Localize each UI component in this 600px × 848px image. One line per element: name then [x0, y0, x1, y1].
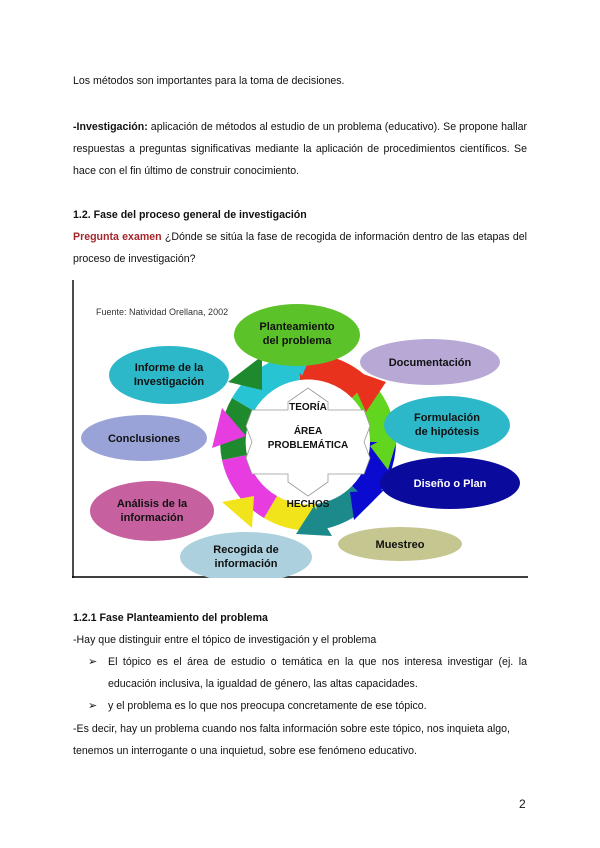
formulacion-line1: Formulación	[413, 412, 481, 424]
stage-documentacion	[360, 339, 500, 385]
muestreo-label: Muestreo	[375, 539, 425, 551]
formulacion-line2: de hipótesis	[414, 426, 480, 438]
research-process-diagram	[72, 280, 528, 578]
recogida-line2: información	[214, 558, 278, 570]
stage-muestreo	[338, 527, 462, 561]
analisis-line2: información	[120, 512, 184, 524]
bullet-arrow-icon: ➢	[88, 700, 98, 712]
bullet-arrow-icon: ➢	[88, 656, 98, 668]
stage-formulacion	[384, 396, 510, 454]
section-heading-1-2-1: 1.2.1 Fase Planteamiento del problema	[73, 612, 268, 624]
planteamiento-line2: del problema	[262, 335, 332, 347]
center-label-line1: ÁREA	[293, 426, 323, 437]
investigacion-text: aplicación de métodos al estudio de un problema (educativo). Se propone hallar respuestas a preguntas significativas mediante la aplicación de procedimientos científicos. Se hace con el fin último de construir conocimiento.	[73, 121, 527, 177]
stage-recogida	[180, 532, 312, 578]
analisis-line1: Análisis de la	[116, 498, 188, 510]
investigacion-paragraph	[73, 116, 527, 182]
hechos-label: HECHOS	[286, 499, 330, 510]
exam-question	[73, 226, 527, 270]
documentacion-label: Documentación	[388, 357, 472, 369]
bullet1-line1: El tópico es el área de estudio o temática en la que nos interesa investigar (ej. la	[108, 656, 527, 668]
stage-planteamiento	[234, 304, 360, 366]
informe-line2: Investigación	[133, 376, 205, 388]
bullet2: y el problema es lo que nos preocupa concretamente de ese tópico.	[108, 700, 427, 712]
stage-informe	[109, 346, 229, 404]
stage-diseno	[380, 457, 520, 509]
teoria-label: TEORÍA	[289, 402, 327, 413]
arrowhead-darkgreen	[228, 356, 262, 390]
exam-label: Pregunta examen	[73, 231, 162, 243]
recogida-line1: Recogida de	[213, 544, 279, 556]
intro-paragraph: Los métodos son importantes para la toma de decisiones.	[73, 75, 345, 87]
distinguish-line: -Hay que distinguir entre el tópico de investigación y el problema	[73, 634, 377, 646]
planteamiento-line1: Planteamiento	[259, 321, 335, 333]
conclusiones-label: Conclusiones	[107, 433, 181, 445]
stage-analisis	[90, 481, 214, 541]
arrowhead-yellow	[222, 496, 254, 528]
center-label-line2: PROBLEMÁTICA	[267, 440, 349, 451]
bullet1-line2: educación inclusiva, la igualdad de género, las altas capacidades.	[108, 678, 418, 690]
ellipse-informe	[109, 346, 229, 404]
stage-conclusiones	[81, 415, 207, 461]
ellipse-analisis	[90, 481, 214, 541]
arrowhead-blue	[350, 490, 384, 520]
es-decir-line1: -Es decir, hay un problema cuando nos falta información sobre este tópico, nos inquieta algo,	[73, 723, 510, 735]
section-heading-1-2: 1.2. Fase del proceso general de investigación	[73, 209, 307, 221]
exam-question-text: ¿Dónde se sitúa la fase de recogida de información dentro de las etapas del proceso de investigación?	[73, 231, 528, 265]
informe-line1: Informe de la	[134, 362, 204, 374]
investigacion-label: -Investigación:	[73, 121, 148, 133]
ellipse-formulacion	[384, 396, 510, 454]
figure-source: Fuente: Natividad Orellana, 2002	[96, 307, 229, 317]
page-number: 2	[519, 797, 526, 811]
es-decir-line2: tenemos un interrogante o una inquietud, sobre ese fenómeno educativo.	[73, 745, 417, 757]
diseno-label: Diseño o Plan	[413, 478, 487, 490]
